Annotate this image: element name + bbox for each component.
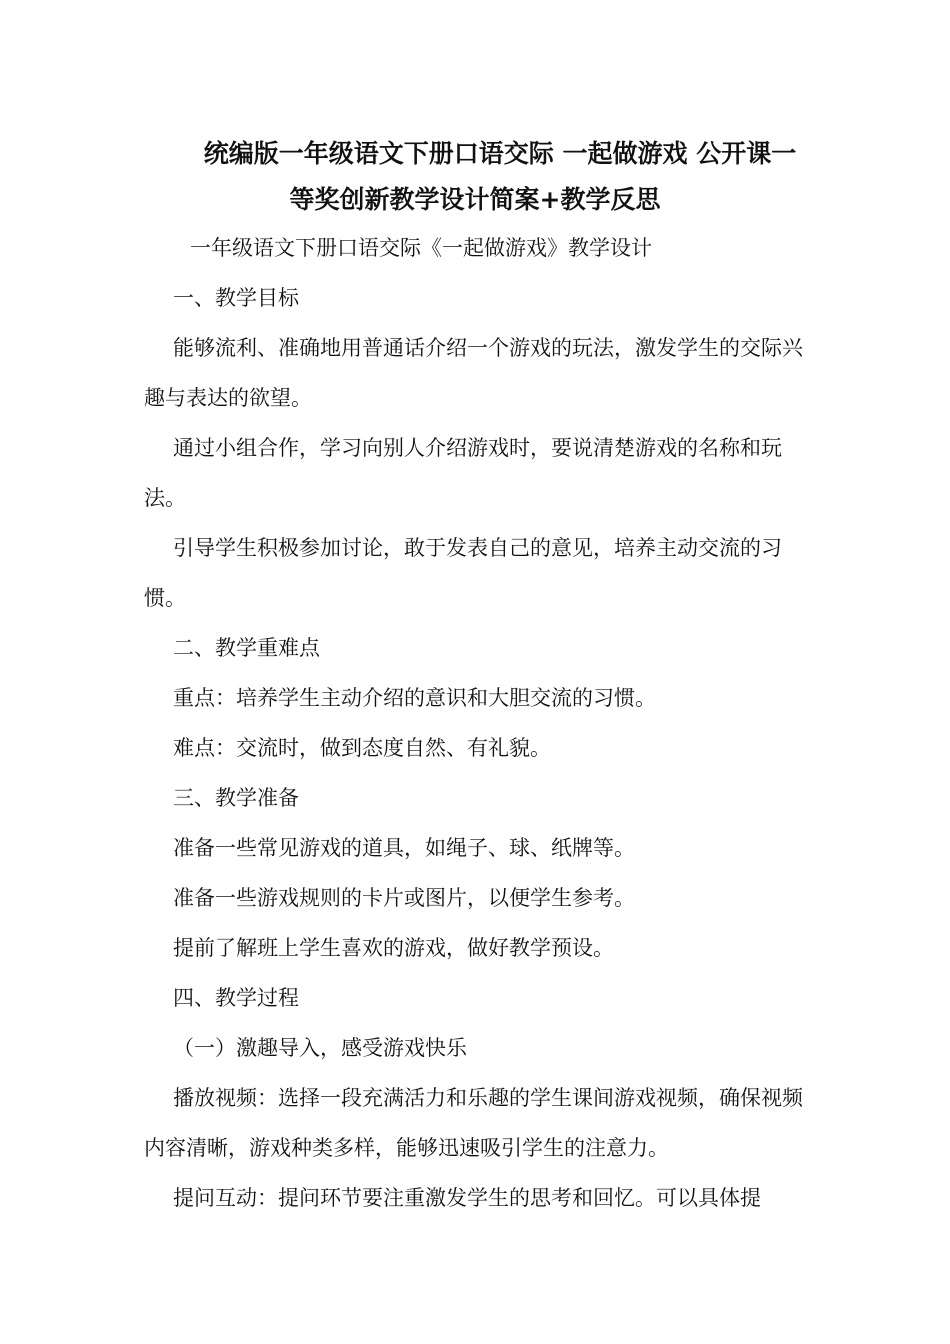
document-title [144,131,806,223]
paragraph: 准备一些常见游戏的道具，如绳子、球、纸牌等。 [173,836,635,860]
paragraph: 难点：交流时，做到态度自然、有礼貌。 [173,736,551,760]
subsection-heading: （一）激趣导入，感受游戏快乐 [173,1036,467,1060]
title-line-1: 统编版一年级语文下册口语交际 一起做游戏 公开课一 [203,139,797,168]
paragraph: 播放视频：选择一段充满活力和乐趣的学生课间游戏视频，确保视频内容清晰，游戏种类多样，能够迅速吸引学生的注意力。 [144,1086,803,1160]
paragraph: 重点：培养学生主动介绍的意识和大胆交流的习惯。 [173,686,656,710]
section-heading-preparation: 三、教学准备 [173,786,299,810]
paragraph: 提前了解班上学生喜欢的游戏，做好教学预设。 [173,936,614,960]
section-heading-process: 四、教学过程 [173,986,299,1010]
document-subtitle: 一年级语文下册口语交际《一起做游戏》教学设计 [190,236,652,260]
paragraph: 提问互动：提问环节要注重激发学生的思考和回忆。可以具体提 [173,1186,761,1210]
title-line-2: 等奖创新教学设计简案+教学反思 [289,185,661,214]
paragraph: 引导学生积极参加讨论，敢于发表自己的意见，培养主动交流的习惯。 [144,536,782,610]
paragraph: 通过小组合作，学习向别人介绍游戏时，要说清楚游戏的名称和玩法。 [144,436,782,510]
paragraph: 能够流利、准确地用普通话介绍一个游戏的玩法，激发学生的交际兴趣与表达的欲望。 [144,336,803,410]
paragraph: 准备一些游戏规则的卡片或图片，以便学生参考。 [173,886,635,910]
section-heading-objectives: 一、教学目标 [173,286,299,310]
section-heading-key-points: 二、教学重难点 [173,636,320,660]
